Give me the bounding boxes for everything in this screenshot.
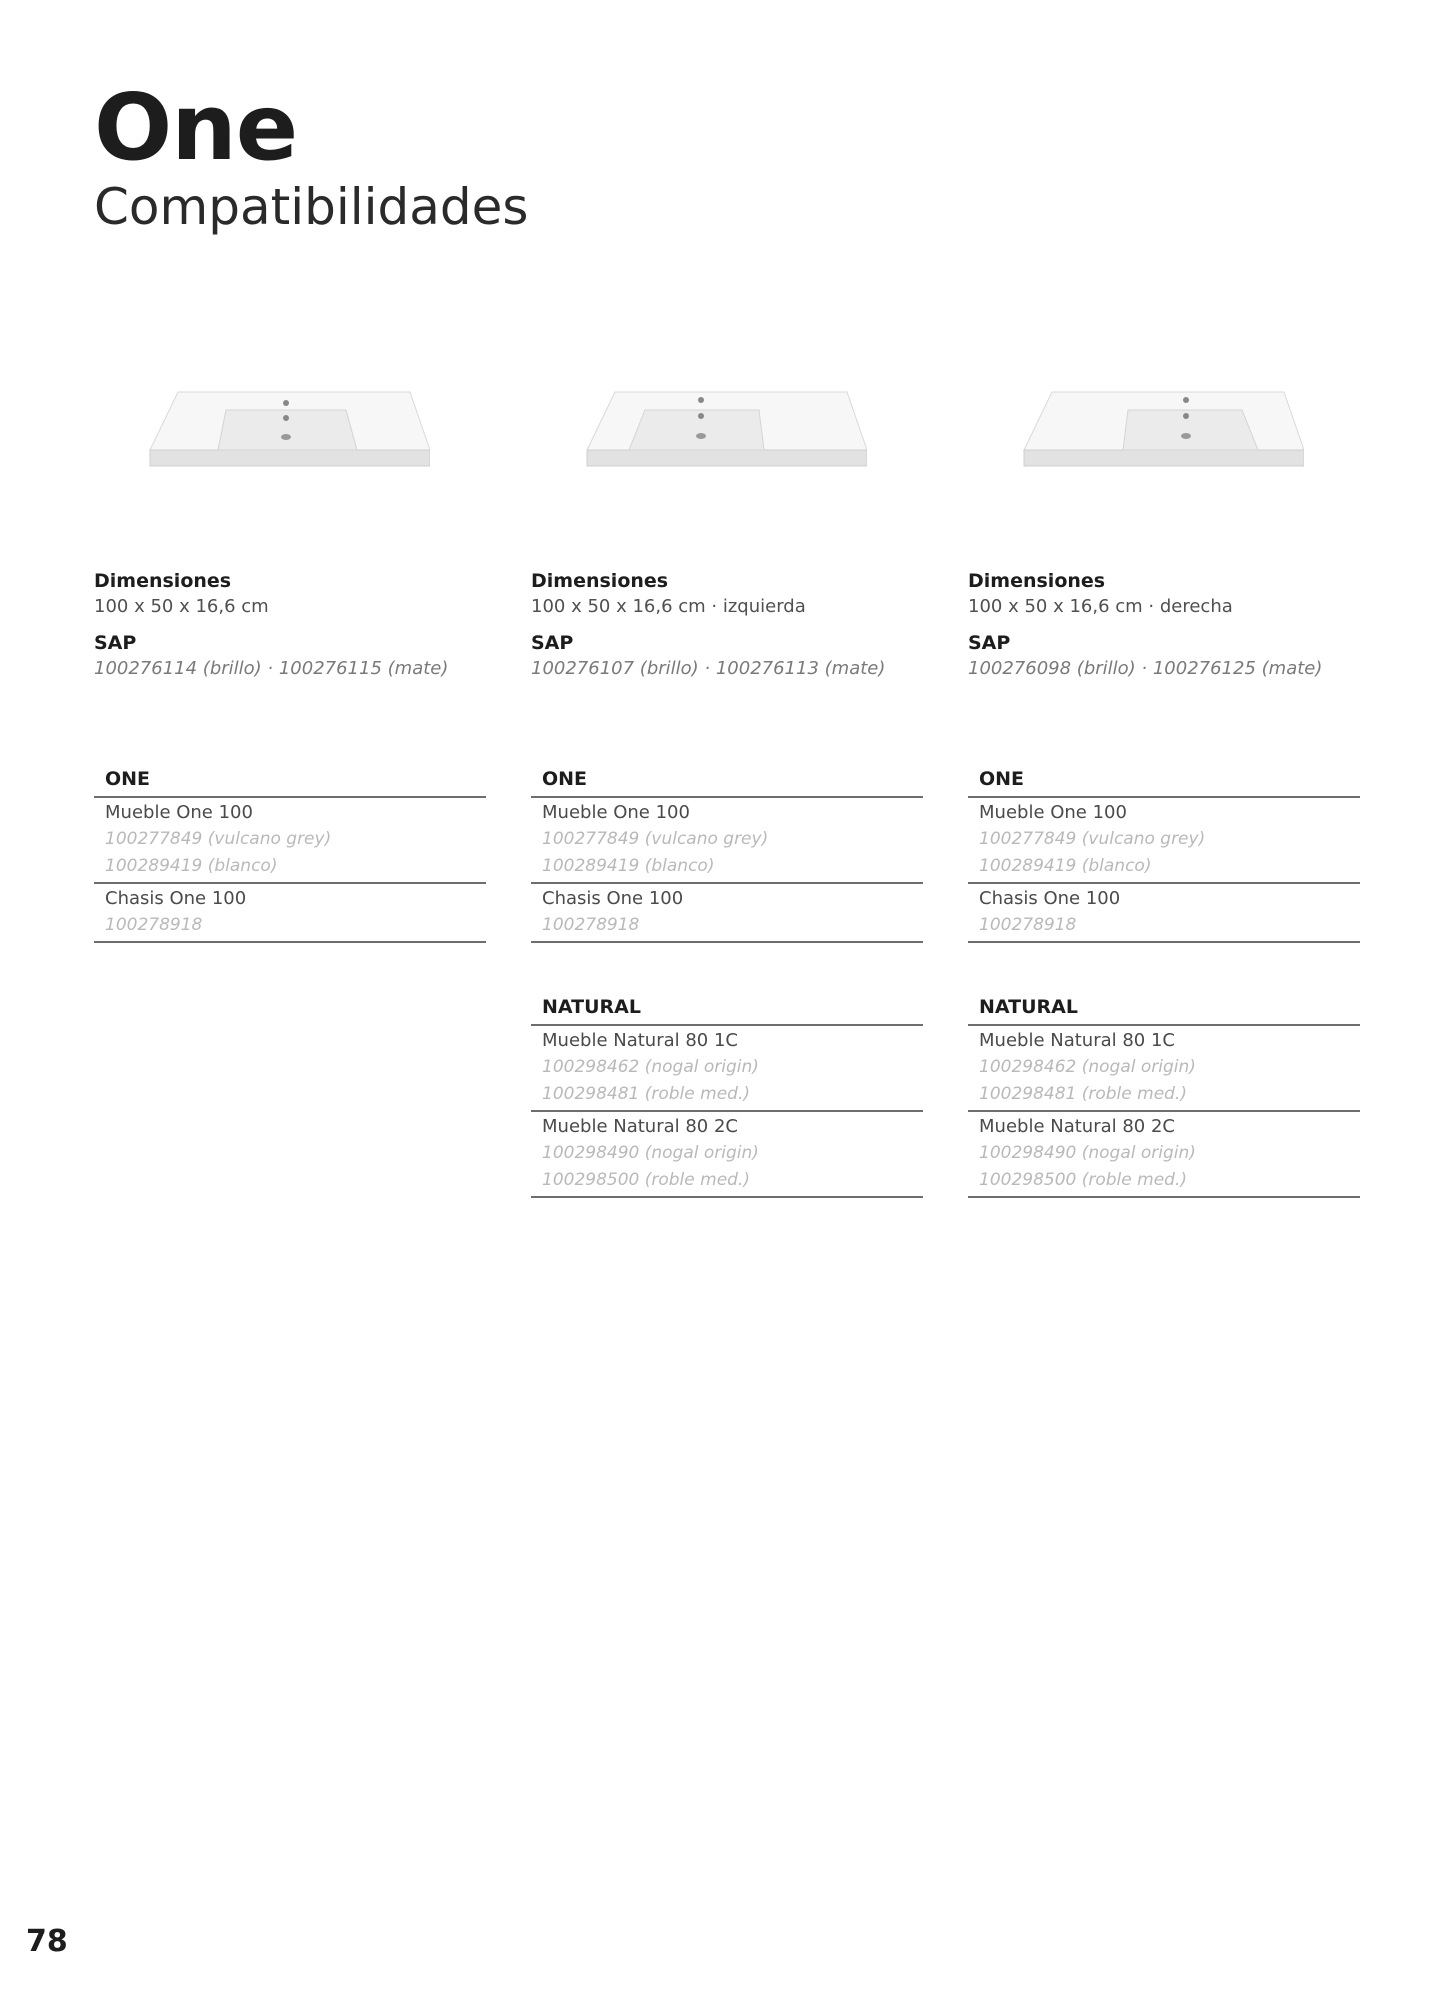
item-code: 100278918 <box>105 915 203 935</box>
item-code: 100298490 (nogal origin) <box>542 1143 759 1163</box>
compat-group-natural <box>968 990 1360 1198</box>
group-header: ONE <box>94 762 486 798</box>
compat-item <box>94 884 486 943</box>
product-column-1 <box>94 380 486 935</box>
page-number: 78 <box>26 1924 68 1959</box>
compat-item <box>968 1112 1360 1198</box>
item-code: 100289419 (blanco) <box>979 856 1152 876</box>
compat-item <box>531 884 923 943</box>
item-code: 100277849 (vulcano grey) <box>542 829 769 849</box>
item-name: Mueble Natural 80 1C <box>542 1030 738 1051</box>
washbasin-image <box>1020 380 1304 480</box>
sap-value: 100276098 (brillo) · 100276125 (mate) <box>968 658 1323 679</box>
sap-label: SAP <box>531 632 574 654</box>
sap-value: 100276107 (brillo) · 100276113 (mate) <box>531 658 886 679</box>
compat-item <box>94 798 486 884</box>
compat-item <box>968 1026 1360 1112</box>
item-name: Mueble Natural 80 1C <box>979 1030 1175 1051</box>
washbasin-image <box>583 380 867 480</box>
product-specs <box>968 568 1360 682</box>
dimensions-value: 100 x 50 x 16,6 cm · derecha <box>968 596 1233 617</box>
group-header: NATURAL <box>531 990 923 1026</box>
product-column-3 <box>968 380 1360 1190</box>
item-name: Chasis One 100 <box>542 888 684 909</box>
item-name: Mueble Natural 80 2C <box>542 1116 738 1137</box>
item-code: 100277849 (vulcano grey) <box>105 829 332 849</box>
item-name: Mueble Natural 80 2C <box>979 1116 1175 1137</box>
group-header: ONE <box>968 762 1360 798</box>
compat-item <box>968 798 1360 884</box>
compat-item <box>968 884 1360 943</box>
product-specs <box>94 568 486 682</box>
dimensions-value: 100 x 50 x 16,6 cm · izquierda <box>531 596 806 617</box>
item-code: 100278918 <box>979 915 1077 935</box>
item-name: Mueble One 100 <box>542 802 690 823</box>
group-header: NATURAL <box>968 990 1360 1026</box>
item-name: Mueble One 100 <box>105 802 253 823</box>
item-name: Mueble One 100 <box>979 802 1127 823</box>
item-code: 100298481 (roble med.) <box>542 1084 750 1104</box>
page-subtitle: Compatibilidades <box>94 178 529 236</box>
compat-item <box>531 1112 923 1198</box>
washbasin-image <box>146 380 430 480</box>
product-column-2 <box>531 380 923 1190</box>
item-code: 100298462 (nogal origin) <box>979 1057 1196 1077</box>
item-code: 100278918 <box>542 915 640 935</box>
sap-label: SAP <box>968 632 1011 654</box>
item-code: 100298490 (nogal origin) <box>979 1143 1196 1163</box>
compat-item <box>531 1026 923 1112</box>
item-code: 100289419 (blanco) <box>105 856 278 876</box>
item-code: 100298500 (roble med.) <box>542 1170 750 1190</box>
dimensions-label: Dimensiones <box>531 570 669 592</box>
compat-group-one <box>94 762 486 943</box>
item-name: Chasis One 100 <box>105 888 247 909</box>
item-code: 100298462 (nogal origin) <box>542 1057 759 1077</box>
sap-label: SAP <box>94 632 137 654</box>
item-code: 100298481 (roble med.) <box>979 1084 1187 1104</box>
compat-item <box>531 798 923 884</box>
sap-value: 100276114 (brillo) · 100276115 (mate) <box>94 658 449 679</box>
item-code: 100298500 (roble med.) <box>979 1170 1187 1190</box>
item-name: Chasis One 100 <box>979 888 1121 909</box>
item-code: 100289419 (blanco) <box>542 856 715 876</box>
group-header: ONE <box>531 762 923 798</box>
compat-group-one <box>968 762 1360 943</box>
dimensions-label: Dimensiones <box>94 570 232 592</box>
item-code: 100277849 (vulcano grey) <box>979 829 1206 849</box>
dimensions-label: Dimensiones <box>968 570 1106 592</box>
product-specs <box>531 568 923 682</box>
compat-group-one <box>531 762 923 943</box>
page-title: One <box>94 74 298 181</box>
compat-group-natural <box>531 990 923 1198</box>
dimensions-value: 100 x 50 x 16,6 cm <box>94 596 269 617</box>
